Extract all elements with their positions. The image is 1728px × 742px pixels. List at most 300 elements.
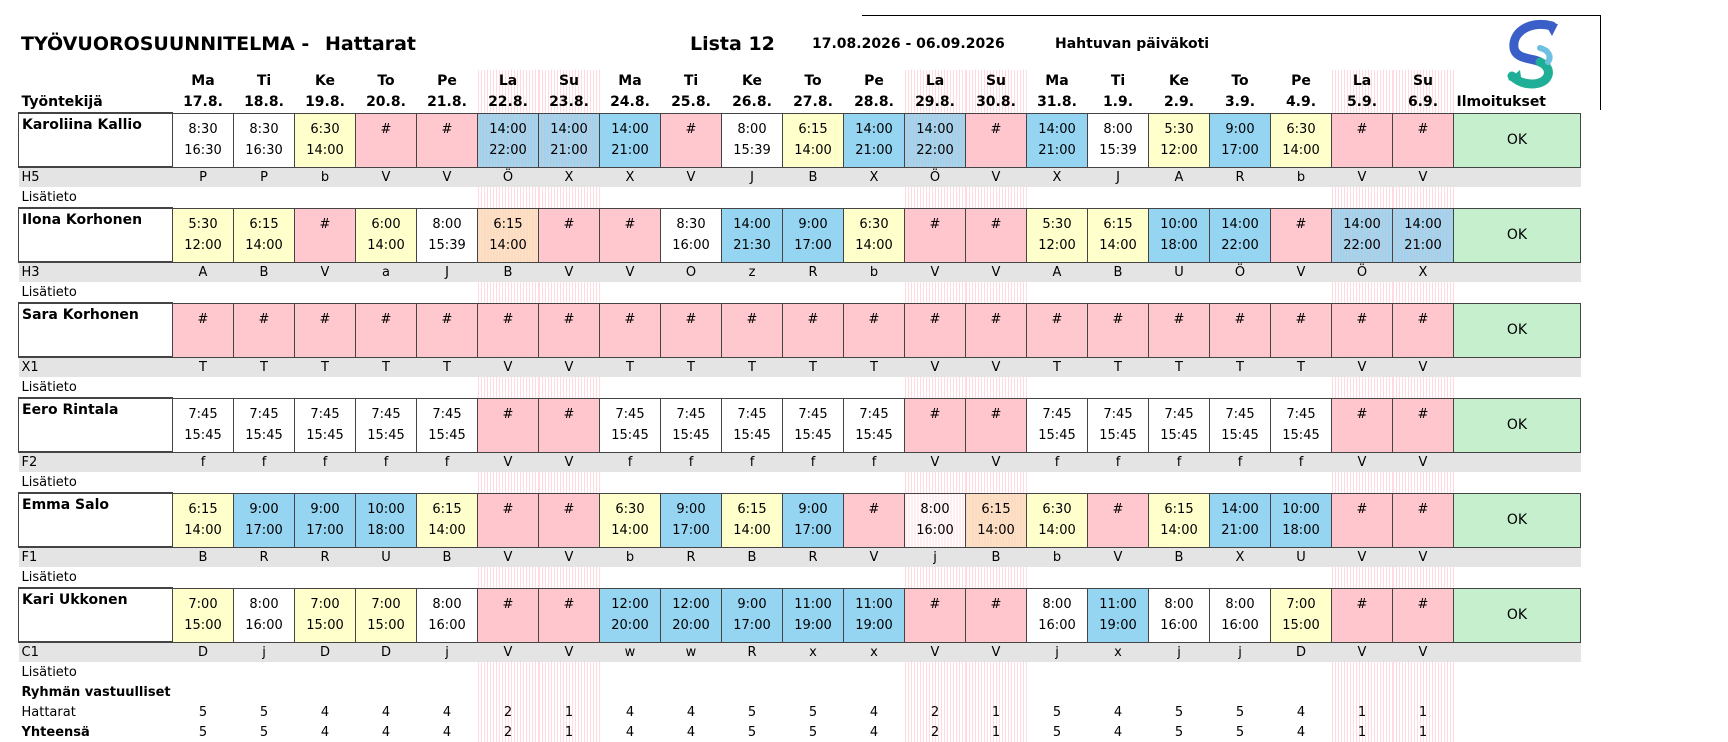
header-blank [19, 70, 173, 91]
shift-cell[interactable] [783, 493, 844, 547]
shift-end [1393, 520, 1453, 541]
extra-info-cell [539, 662, 600, 682]
shift-start: # [1112, 312, 1124, 327]
shift-cell[interactable] [295, 588, 356, 642]
shift-code: R [661, 547, 722, 567]
shift-cell[interactable] [966, 398, 1027, 452]
shift-start: 7:45 [188, 407, 218, 422]
shift-start: 5:30 [1042, 217, 1072, 232]
extra-info-cell [1027, 187, 1088, 208]
shift-cell[interactable] [478, 208, 539, 262]
shift-cell[interactable] [1210, 208, 1271, 262]
extra-info-cell [539, 282, 600, 303]
shift-cell[interactable] [661, 208, 722, 262]
summary-blank [1271, 682, 1332, 702]
extra-info-label: Lisätieto [21, 664, 77, 680]
total-count: 4 [869, 724, 879, 740]
extra-info-cell [417, 472, 478, 493]
shift-end [783, 330, 843, 351]
shift-start: # [746, 312, 758, 327]
shift-cell[interactable] [478, 113, 539, 167]
summary-blank [1393, 682, 1454, 702]
extra-info-cell [1332, 282, 1393, 303]
notifications-column-header: Ilmoitukset [1456, 93, 1547, 110]
day-date: 24.8. [610, 93, 650, 110]
extra-info-cell [1210, 662, 1271, 682]
shift-code: z [722, 262, 783, 282]
shift-end: 14:00 [611, 523, 649, 538]
shift-cell[interactable] [966, 588, 1027, 642]
shift-end [539, 615, 599, 636]
shift-end: 16:00 [245, 618, 283, 633]
shift-start: 6:15 [737, 502, 767, 517]
shift-end: 12:00 [1160, 143, 1198, 158]
shift-start: # [1295, 217, 1307, 232]
shift-cell[interactable] [1393, 208, 1454, 262]
shift-start: 14:00 [611, 122, 649, 137]
total-count: 5 [198, 724, 208, 740]
shift-end: 15:45 [794, 428, 832, 443]
extra-info-cell [1210, 282, 1271, 303]
shift-cell[interactable] [1271, 208, 1332, 262]
shift-cell[interactable] [905, 208, 966, 262]
shift-end: 15:45 [428, 428, 466, 443]
status-ok[interactable]: OK [1454, 398, 1581, 452]
shift-cell[interactable] [1393, 113, 1454, 167]
shift-start: 9:00 [249, 502, 279, 517]
shift-cell[interactable] [539, 588, 600, 642]
shift-code: U [1271, 547, 1332, 567]
shift-start: 10:00 [1282, 502, 1320, 517]
shift-cell[interactable] [1027, 398, 1088, 452]
day-weekday: Ti [256, 72, 272, 89]
shift-start: 6:15 [798, 122, 828, 137]
group-name: Hattarat [325, 33, 416, 55]
shift-cell[interactable] [478, 493, 539, 547]
shift-cell[interactable] [173, 398, 234, 452]
shift-cell[interactable] [966, 303, 1027, 357]
shift-end: 15:45 [1221, 428, 1259, 443]
shift-cell[interactable] [722, 208, 783, 262]
shift-start: # [685, 312, 697, 327]
shift-start: 6:15 [1164, 502, 1194, 517]
total-count: 4 [1113, 724, 1123, 740]
day-date: 22.8. [478, 91, 539, 113]
shift-cell[interactable] [173, 113, 234, 167]
group-code: X1 [19, 357, 173, 377]
day-date: 1.9. [1102, 93, 1134, 110]
shift-code: V [356, 167, 417, 187]
shift-code: V [1393, 547, 1454, 567]
shift-cell[interactable] [1088, 588, 1149, 642]
shift-start: # [1051, 312, 1063, 327]
shift-cell[interactable] [478, 303, 539, 357]
shift-cell[interactable] [1149, 398, 1210, 452]
shift-start: 11:00 [1099, 597, 1137, 612]
extra-info-cell [1332, 377, 1393, 398]
day-weekday: Ke [314, 72, 336, 89]
shift-code: f [1027, 452, 1088, 472]
extra-info-cell [966, 377, 1027, 398]
shift-cell[interactable] [661, 588, 722, 642]
group-count: 2 [905, 702, 966, 722]
shift-code: T [844, 357, 905, 377]
shift-cell[interactable] [905, 303, 966, 357]
extra-info-cell [600, 472, 661, 493]
shift-end: 20:00 [611, 618, 649, 633]
shift-cell[interactable] [905, 398, 966, 452]
shift-end [844, 520, 904, 541]
shift-cell[interactable] [478, 398, 539, 452]
group-count: 1 [966, 702, 1027, 722]
shift-cell[interactable] [1088, 113, 1149, 167]
shift-code: B [234, 262, 295, 282]
shift-start: 14:00 [1221, 502, 1259, 517]
shift-cell[interactable] [173, 208, 234, 262]
shift-cell[interactable] [1149, 493, 1210, 547]
extra-info-cell [783, 377, 844, 398]
shift-end: 18:00 [1160, 238, 1198, 253]
shift-start: # [1417, 597, 1429, 612]
shift-end: 22:00 [489, 143, 527, 158]
status-ok[interactable]: OK [1454, 588, 1581, 642]
shift-start: 7:45 [1103, 407, 1133, 422]
shift-cell[interactable] [1027, 113, 1088, 167]
extra-info-cell [173, 282, 234, 303]
extra-info-cell [905, 282, 966, 303]
shift-cell[interactable] [173, 588, 234, 642]
shift-cell[interactable] [783, 588, 844, 642]
extra-info-cell [1149, 567, 1210, 588]
total-count: 5 [808, 724, 818, 740]
shift-start: # [563, 407, 575, 422]
extra-info-cell [234, 567, 295, 588]
shift-end [1271, 330, 1331, 351]
shift-start: # [258, 312, 270, 327]
shift-end [539, 520, 599, 541]
extra-info-cell [1149, 187, 1210, 208]
shift-start: 6:30 [1286, 122, 1316, 137]
shift-end: 15:45 [367, 428, 405, 443]
shift-cell[interactable] [1149, 303, 1210, 357]
shift-cell[interactable] [417, 113, 478, 167]
extra-info-cell [1393, 377, 1454, 398]
shift-cell[interactable] [295, 303, 356, 357]
shift-code: U [356, 547, 417, 567]
shift-cell[interactable] [417, 398, 478, 452]
shift-cell[interactable] [539, 398, 600, 452]
day-date: 30.8. [966, 91, 1027, 113]
shift-cell[interactable] [1271, 303, 1332, 357]
shift-cell[interactable] [722, 398, 783, 452]
shift-end [1332, 330, 1392, 351]
group-count: 5 [198, 704, 208, 720]
shift-start: 7:45 [310, 407, 340, 422]
shift-end [1332, 615, 1392, 636]
group-count: 5 [1235, 704, 1245, 720]
shift-cell[interactable] [600, 493, 661, 547]
shift-cell[interactable] [722, 493, 783, 547]
shift-cell[interactable] [1332, 303, 1393, 357]
extra-info-cell [478, 282, 539, 303]
shift-code: f [722, 452, 783, 472]
shift-cell[interactable] [661, 303, 722, 357]
extra-info-cell [722, 472, 783, 493]
shift-code: b [1271, 167, 1332, 187]
group-count: 4 [381, 704, 391, 720]
shift-cell[interactable] [1088, 303, 1149, 357]
shift-code: f [844, 452, 905, 472]
shift-cell[interactable] [417, 208, 478, 262]
extra-info-cell [600, 187, 661, 208]
shift-start: # [502, 407, 514, 422]
shift-cell[interactable] [173, 493, 234, 547]
shift-cell[interactable] [1271, 113, 1332, 167]
shift-start: 7:45 [676, 407, 706, 422]
extra-info-cell [966, 187, 1027, 208]
shift-start: 8:00 [1042, 597, 1072, 612]
shift-start: 5:30 [188, 217, 218, 232]
shift-cell[interactable] [1210, 493, 1271, 547]
shift-end: 15:00 [184, 618, 222, 633]
shift-cell[interactable] [1210, 398, 1271, 452]
shift-code: V [966, 167, 1027, 187]
shift-start: # [502, 597, 514, 612]
extra-info-cell [478, 187, 539, 208]
extra-info-cell [295, 377, 356, 398]
shift-end: 21:30 [733, 238, 771, 253]
shift-cell[interactable] [1332, 398, 1393, 452]
shift-start: # [990, 597, 1002, 612]
shift-cell[interactable] [356, 303, 417, 357]
shift-cell[interactable] [1332, 208, 1393, 262]
shift-cell[interactable] [722, 113, 783, 167]
group-code: C1 [19, 642, 173, 662]
shift-cell[interactable] [234, 588, 295, 642]
extra-info-cell [1027, 377, 1088, 398]
shift-cell[interactable] [905, 588, 966, 642]
shift-cell[interactable] [661, 493, 722, 547]
extra-info-cell [844, 662, 905, 682]
shift-cell[interactable] [234, 398, 295, 452]
shift-cell[interactable] [966, 493, 1027, 547]
shift-end [661, 140, 721, 161]
shift-end: 15:45 [733, 428, 771, 443]
shift-cell[interactable] [783, 303, 844, 357]
day-date: 4.9. [1285, 93, 1317, 110]
shift-start: 7:45 [371, 407, 401, 422]
shift-cell[interactable] [1393, 588, 1454, 642]
header-border-top [862, 15, 1601, 16]
extra-info-cell [844, 567, 905, 588]
day-date: 27.8. [793, 93, 833, 110]
extra-info-cell [1454, 567, 1581, 588]
shift-cell[interactable] [356, 208, 417, 262]
shift-cell[interactable] [1149, 113, 1210, 167]
shift-cell[interactable] [356, 493, 417, 547]
employee-row [19, 113, 1581, 167]
shift-cell[interactable] [417, 493, 478, 547]
shift-start: 8:00 [249, 597, 279, 612]
shift-end: 15:00 [306, 618, 344, 633]
shift-start: 8:00 [920, 502, 950, 517]
shift-cell[interactable] [1210, 588, 1271, 642]
shift-cell[interactable] [844, 493, 905, 547]
shift-cell[interactable] [905, 493, 966, 547]
extra-info-cell [478, 662, 539, 682]
shift-start: 6:15 [249, 217, 279, 232]
shift-code: X [1027, 167, 1088, 187]
shift-cell[interactable] [1210, 303, 1271, 357]
shift-cell[interactable] [539, 208, 600, 262]
shift-cell[interactable] [295, 113, 356, 167]
shift-cell[interactable] [1027, 208, 1088, 262]
shift-cell[interactable] [844, 303, 905, 357]
summary-blank [173, 682, 234, 702]
shift-end: 19:00 [855, 618, 893, 633]
shift-cell[interactable] [722, 303, 783, 357]
shift-cell[interactable] [600, 208, 661, 262]
shift-code: V [539, 547, 600, 567]
shift-cell[interactable] [1149, 208, 1210, 262]
shift-end: 14:00 [1160, 523, 1198, 538]
shift-cell[interactable] [234, 113, 295, 167]
shift-end: 14:00 [306, 143, 344, 158]
shift-cell[interactable] [1332, 493, 1393, 547]
extra-info-cell [539, 567, 600, 588]
shift-cell[interactable] [600, 588, 661, 642]
shift-cell[interactable] [600, 113, 661, 167]
shift-cell[interactable] [1210, 113, 1271, 167]
shift-cell[interactable] [539, 493, 600, 547]
shift-cell[interactable] [1088, 493, 1149, 547]
shift-cell[interactable] [600, 303, 661, 357]
shift-cell[interactable] [539, 303, 600, 357]
shift-end: 16:00 [1221, 618, 1259, 633]
shift-code: V [478, 357, 539, 377]
shift-cell[interactable] [234, 303, 295, 357]
shift-cell[interactable] [783, 398, 844, 452]
employee-row [19, 303, 1581, 357]
shift-cell[interactable] [722, 588, 783, 642]
shift-cell[interactable] [600, 398, 661, 452]
extra-info-cell [844, 377, 905, 398]
shift-start: 7:45 [1286, 407, 1316, 422]
shift-code: x [783, 642, 844, 662]
shift-cell[interactable] [539, 113, 600, 167]
shift-start: 7:00 [310, 597, 340, 612]
shift-cell[interactable] [295, 208, 356, 262]
shift-cell[interactable] [295, 398, 356, 452]
shift-start: 6:30 [859, 217, 889, 232]
shift-cell[interactable] [356, 113, 417, 167]
shift-end: 14:00 [245, 238, 283, 253]
shift-end [1271, 235, 1331, 256]
extra-info-cell [783, 662, 844, 682]
shift-cell[interactable] [234, 208, 295, 262]
shift-cell[interactable] [234, 493, 295, 547]
shift-cell[interactable] [173, 303, 234, 357]
shift-code: T [173, 357, 234, 377]
shift-end [295, 235, 355, 256]
shift-cell[interactable] [1393, 398, 1454, 452]
shift-cell[interactable] [905, 113, 966, 167]
extra-info-cell [1393, 567, 1454, 588]
shift-cell[interactable] [356, 588, 417, 642]
shift-code: V [600, 262, 661, 282]
shift-code: V [1088, 547, 1149, 567]
shift-start: 6:15 [188, 502, 218, 517]
shift-cell[interactable] [1393, 303, 1454, 357]
employee-name: Ilona Korhonen [19, 208, 173, 262]
shift-cell[interactable] [844, 398, 905, 452]
shift-cell[interactable] [844, 113, 905, 167]
shift-code: V [478, 642, 539, 662]
group-count: 4 [442, 704, 452, 720]
shift-end [478, 615, 538, 636]
shift-cell[interactable] [844, 208, 905, 262]
shift-end [356, 140, 416, 161]
shift-cell[interactable] [1393, 493, 1454, 547]
shift-cell[interactable] [1088, 398, 1149, 452]
shift-cell[interactable] [1271, 493, 1332, 547]
shift-cell[interactable] [783, 113, 844, 167]
status-ok[interactable]: OK [1454, 113, 1581, 167]
shift-cell[interactable] [1271, 588, 1332, 642]
shift-cell[interactable] [1332, 588, 1393, 642]
shift-cell[interactable] [417, 303, 478, 357]
shift-code: V [1393, 167, 1454, 187]
shift-cell[interactable] [356, 398, 417, 452]
shift-cell[interactable] [1088, 208, 1149, 262]
shift-cell[interactable] [295, 493, 356, 547]
shift-cell[interactable] [1332, 113, 1393, 167]
summary-blank [1332, 682, 1393, 702]
shift-cell[interactable] [783, 208, 844, 262]
shift-code: f [661, 452, 722, 472]
shift-cell[interactable] [661, 398, 722, 452]
shift-cell[interactable] [844, 588, 905, 642]
shift-cell[interactable] [966, 208, 1027, 262]
shift-end: 22:00 [1221, 238, 1259, 253]
summary-blank [356, 682, 417, 702]
shift-cell[interactable] [417, 588, 478, 642]
shift-cell[interactable] [1027, 493, 1088, 547]
status-ok[interactable]: OK [1454, 303, 1581, 357]
shift-cell[interactable] [1027, 303, 1088, 357]
shift-end [1393, 140, 1453, 161]
shift-cell[interactable] [1027, 588, 1088, 642]
shift-end: 15:45 [1160, 428, 1198, 443]
day-weekday: Ti [683, 72, 699, 89]
status-ok[interactable]: OK [1454, 493, 1581, 547]
group-count: 2 [478, 702, 539, 722]
shift-cell[interactable] [661, 113, 722, 167]
code-row-end [1454, 547, 1581, 567]
shift-cell[interactable] [1271, 398, 1332, 452]
extra-info-cell [295, 282, 356, 303]
shift-cell[interactable] [966, 113, 1027, 167]
shift-end [539, 425, 599, 446]
status-ok[interactable]: OK [1454, 208, 1581, 262]
shift-code: X [600, 167, 661, 187]
shift-cell[interactable] [1149, 588, 1210, 642]
shift-start: # [1417, 407, 1429, 422]
shift-cell[interactable] [478, 588, 539, 642]
shift-code: j [234, 642, 295, 662]
day-date: 28.8. [854, 93, 894, 110]
shift-code: a [356, 262, 417, 282]
